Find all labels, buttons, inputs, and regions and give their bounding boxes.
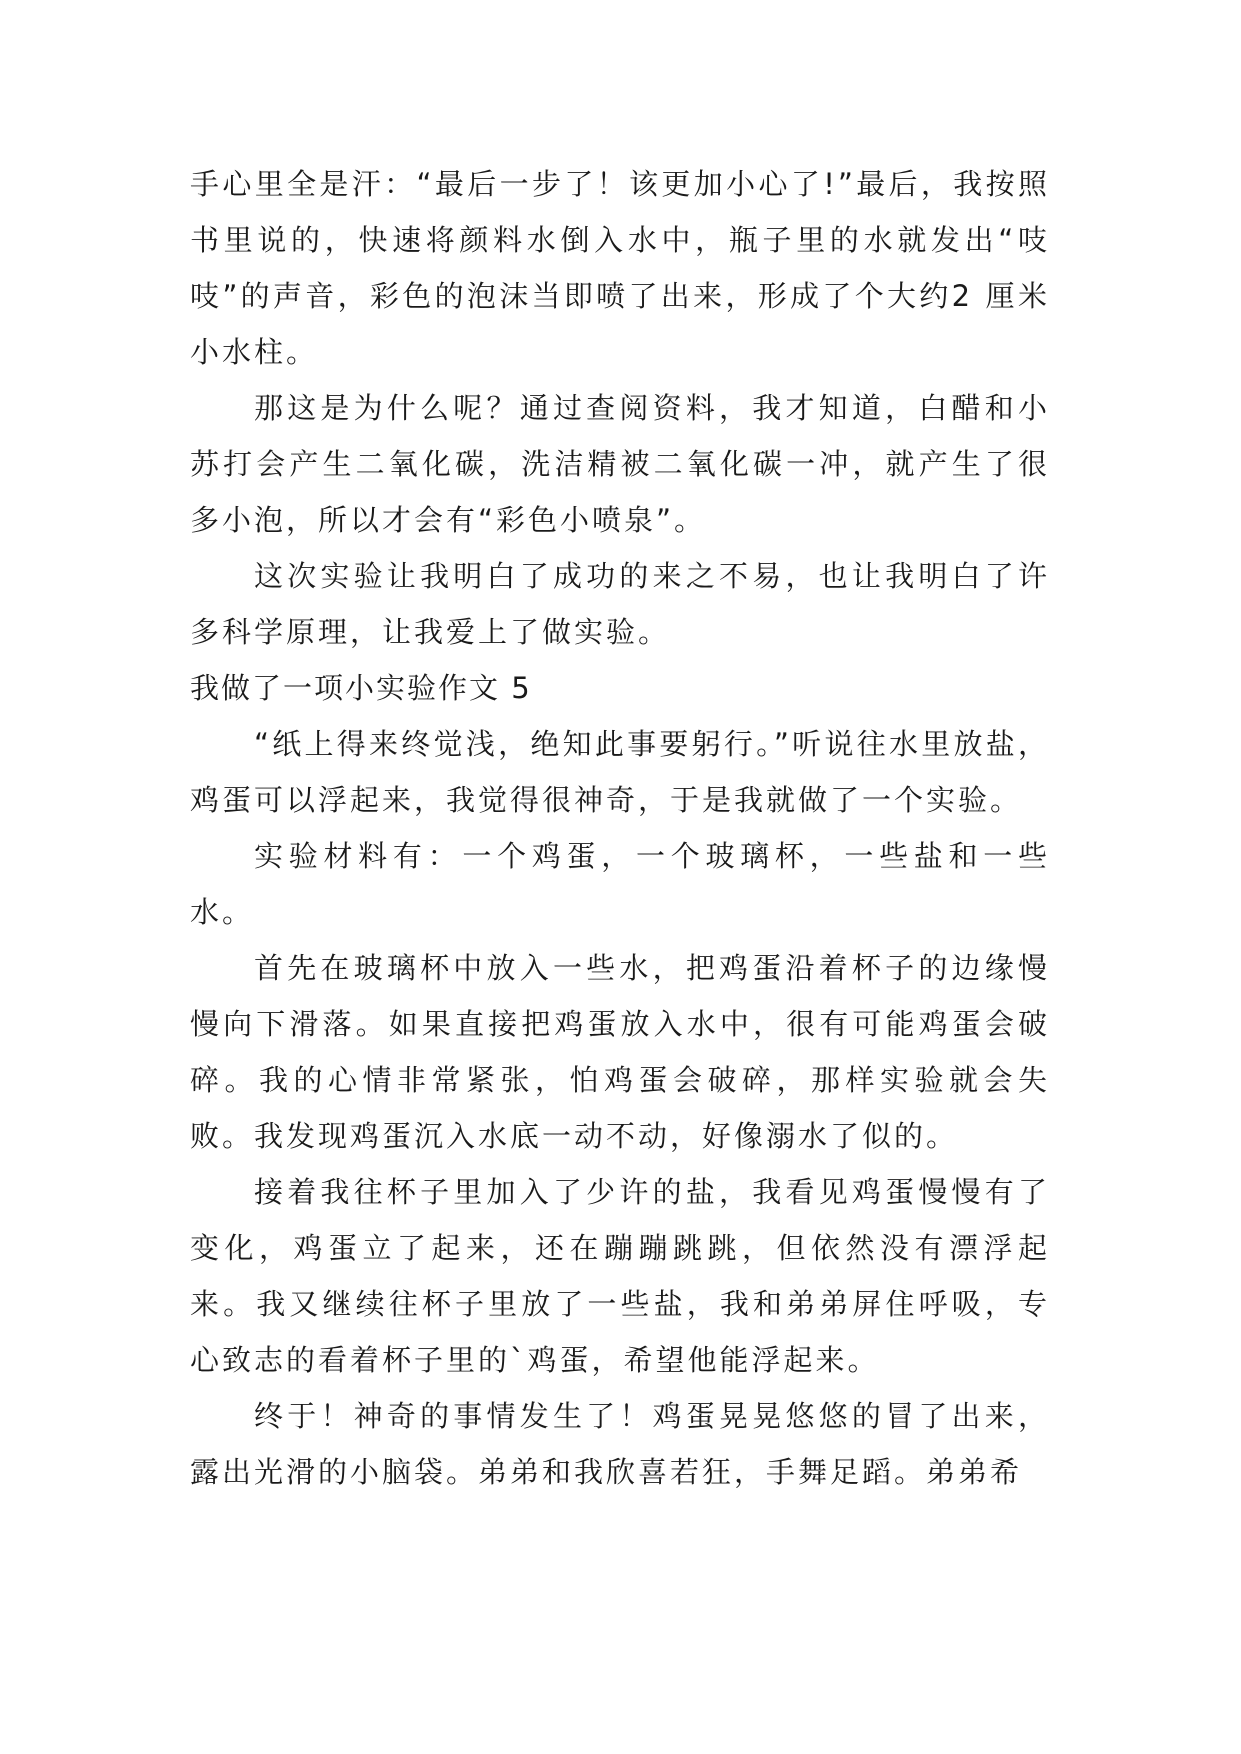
paragraph: 接着我往杯子里加入了少许的盐，我看见鸡蛋慢慢有了变化，鸡蛋立了起来，还在蹦蹦跳跳，但依然没有漂浮起来。我又继续往杯子里放了一些盐，我和弟弟屏住呼吸，专心致志的看着杯子里的`鸡蛋，希望他能浮起来。 — [190, 1175, 1050, 1377]
paragraph: 终于！神奇的事情发生了！鸡蛋晃晃悠悠的冒了出来，露出光滑的小脑袋。弟弟和我欣喜若狂，手舞足蹈。弟弟希 — [190, 1399, 1050, 1489]
paragraph: 实验材料有：一个鸡蛋，一个玻璃杯，一些盐和一些水。 — [190, 839, 1050, 929]
paragraph: 这次实验让我明白了成功的来之不易，也让我明白了许多科学原理，让我爱上了做实验。 — [190, 559, 1050, 649]
paragraph: “纸上得来终觉浅，绝知此事要躬行。”听说往水里放盐，鸡蛋可以浮起来，我觉得很神奇，于是我就做了一个实验。 — [190, 727, 1050, 817]
paragraph: 手心里全是汗：“最后一步了！该更加小心了!”最后，我按照书里说的，快速将颜料水倒入水中，瓶子里的水就发出“吱吱”的声音，彩色的泡沫当即喷了出来，形成了个大约2 厘米小水柱。 — [190, 167, 1050, 369]
section-heading: 我做了一项小实验作文 5 — [190, 671, 532, 705]
paragraph: 首先在玻璃杯中放入一些水，把鸡蛋沿着杯子的边缘慢慢向下滑落。如果直接把鸡蛋放入水中，很有可能鸡蛋会破碎。我的心情非常紧张，怕鸡蛋会破碎，那样实验就会失败。我发现鸡蛋沉入水底一动不动，好像溺水了似的。 — [190, 951, 1050, 1153]
paragraph: 那这是为什么呢？通过查阅资料，我才知道，白醋和小苏打会产生二氧化碳，洗洁精被二氧化碳一冲，就产生了很多小泡，所以才会有“彩色小喷泉”。 — [190, 391, 1050, 537]
document-body — [190, 156, 1050, 1500]
